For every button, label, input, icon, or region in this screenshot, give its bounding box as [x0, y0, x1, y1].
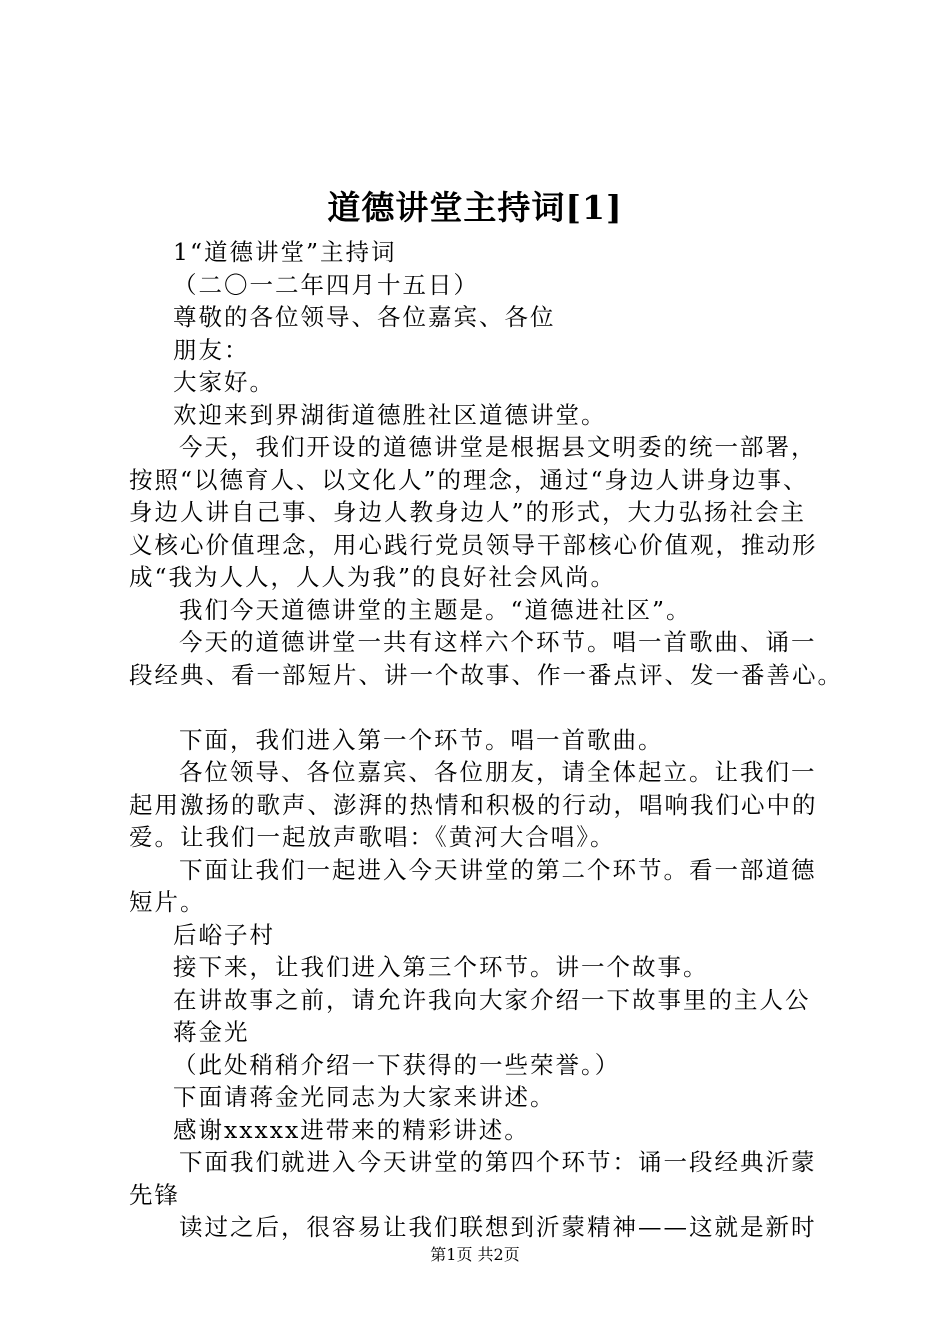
paragraph-line: 短片。 [129, 888, 206, 916]
paragraph-line: （二〇一二年四月十五日） [173, 270, 479, 299]
document-body [129, 236, 843, 1244]
paragraph-line: 爱。让我们一起放声歌唱：《黄河大合唱》。 [129, 823, 616, 851]
page-number-footer: 第1页 共2页 [430, 1245, 520, 1264]
paragraph-line: 在讲故事之前，请允许我向大家介绍一下故事里的主人公 [173, 985, 811, 1014]
paragraph-line: （此处稍稍介绍一下获得的一些荣誉。） [173, 1050, 621, 1079]
paragraph-line: 朋友： [173, 335, 250, 364]
paragraph-line: 欢迎来到界湖街道德胜社区道德讲堂。 [173, 400, 607, 429]
paragraph-line: 尊敬的各位领导、各位嘉宾、各位 [173, 303, 556, 331]
paragraph-line: 1“道德讲堂”主持词 [173, 238, 397, 266]
paragraph-line: 蒋金光 [173, 1018, 250, 1046]
paragraph-line: 我们今天道德讲堂的主题是。“道德进社区”。 [179, 595, 692, 624]
paragraph-line: 按照“以德育人、以文化人”的理念，通过“身边人讲身边事、 [129, 465, 809, 494]
paragraph-line: 今天的道德讲堂一共有这样六个环节。唱一首歌曲、诵一 [179, 628, 817, 656]
paragraph-line: 大家好。 [173, 368, 275, 396]
paragraph-line: 下面让我们一起进入今天讲堂的第二个环节。看一部道德 [179, 855, 817, 884]
paragraph-line: 身边人讲自己事、身边人教身边人”的形式，大力弘扬社会主 [129, 498, 807, 526]
paragraph-line: 起用激扬的歌声、澎湃的热情和积极的行动，唱响我们心中的 [129, 790, 818, 819]
paragraph-line: 下面，我们进入第一个环节。唱一首歌曲。 [179, 725, 664, 754]
paragraph-line: 感谢xxxxx进带来的精彩讲述。 [173, 1115, 530, 1144]
document-title: 道德讲堂主持词[1] [327, 188, 623, 227]
paragraph-line: 下面请蒋金光同志为大家来讲述。 [173, 1083, 556, 1111]
paragraph-line: 成“我为人人，人人为我”的良好社会风尚。 [129, 563, 617, 591]
paragraph-line: 段经典、看一部短片、讲一个故事、作一番点评、发一番善心。 [129, 660, 843, 689]
paragraph-line: 先锋 [129, 1180, 180, 1209]
paragraph-line: 读过之后，很容易让我们联想到沂蒙精神——这就是新时 [179, 1213, 817, 1241]
paragraph-line: 下面我们就进入今天讲堂的第四个环节：诵一段经典沂蒙 [179, 1148, 817, 1176]
blank-line [129, 691, 834, 724]
paragraph-line: 后峪子村 [173, 920, 275, 949]
paragraph-line: 接下来，让我们进入第三个环节。讲一个故事。 [173, 953, 709, 981]
paragraph-line: 义核心价值理念，用心践行党员领导干部核心价值观，推动形 [129, 530, 818, 559]
paragraph-line: 各位领导、各位嘉宾、各位朋友，请全体起立。让我们一 [179, 758, 817, 786]
paragraph-line: 今天，我们开设的道德讲堂是根据县文明委的统一部署， [179, 433, 817, 461]
